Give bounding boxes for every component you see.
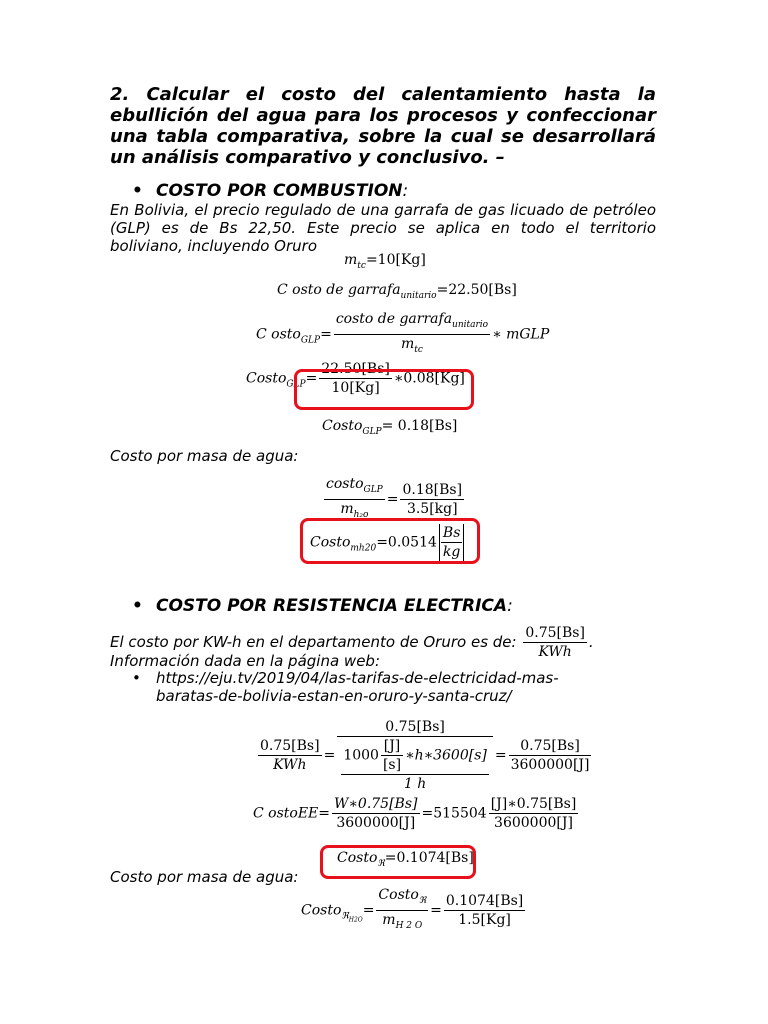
eq-denominator: [s] [382, 757, 402, 773]
eq-tail: ∗ mGLP [492, 326, 550, 343]
eq-symbol: C osto [256, 326, 301, 343]
eq-numerator: Bs [442, 525, 461, 541]
eq-fraction [509, 737, 592, 774]
question-heading: 2. Calcular el costo del calentamiento hasta la ebullición del agua para los procesos y confeccionar una tabla comparativa, sobre la cual se desarrollará un análisis comparativo y conclusivo. – [110, 84, 656, 168]
eq-denominator: 1 h [341, 774, 489, 793]
eq-denominator: m [340, 501, 354, 517]
eq-denominator: 3600000[J] [494, 815, 573, 831]
eq-factor: ∗h∗3600[s] [405, 747, 487, 764]
info-label: Información dada en la página web: [110, 652, 380, 670]
eq-fraction [444, 892, 525, 929]
eq-subscript: GLP [300, 335, 321, 346]
eq-tail: ∗0.08[Kg] [393, 370, 465, 387]
eq-numerator: Costo [378, 887, 419, 903]
link-line-1[interactable]: https://eju.tv/2019/04/las-tarifas-de-electricidad-mas- [156, 669, 559, 687]
equation-costo-glp: C osto$_{GLP}$= $\frac{costo de garrafa_{unitario}}{m_{tc}}$ ∗ mGLP [256, 310, 549, 359]
eq-numerator: 0.75[Bs] [337, 718, 493, 737]
highlight-box-glp [294, 369, 474, 410]
eq-fraction [324, 475, 385, 524]
eq-symbol: C ostoEE [253, 805, 319, 822]
eq-denominator: 1.5[Kg] [458, 912, 511, 928]
eq-numerator: W∗0.75[Bs] [334, 796, 418, 812]
eq-subscript: tc [357, 261, 366, 271]
eq-denominator: KWh [273, 757, 307, 773]
eq-numerator: costo [326, 476, 364, 492]
equation-costo-ee: C ostoEE= $\frac{W∗0.75[Bs]}{3600000[J]}$ =515504 $\frac{[J]∗0.75[Bs]}{3600000[J]}$ [253, 796, 577, 831]
equation-costo-result [322, 418, 457, 437]
masa-label-2: Costo por masa de agua: [110, 868, 299, 886]
eq-subscript: unitario [400, 291, 437, 301]
eq-symbol: C osto de garrafa [277, 282, 401, 298]
eq-denominator: 3.5[kg] [406, 501, 458, 517]
eq-thousand: 1000 [343, 747, 379, 764]
equation-mtc [344, 252, 426, 271]
eq-numerator: 0.1074[Bs] [445, 893, 524, 909]
equation-kwh-conversion: $\frac{0.75[Bs]}{\text{KWh}}$ = 0.75[Bs] 1000 $\frac{[J]}{[s]}$ ∗h∗3600[s] 1 h = $\frac{0.75[Bs]}{3600000[J]}$ [260, 719, 590, 792]
eq-value: =515504 [421, 805, 487, 822]
eq-subscript: h₂o [353, 510, 369, 520]
eq-subscript: tc [414, 345, 423, 355]
eq-numerator: 0.75[Bs] [525, 625, 585, 641]
bullet-icon: • [132, 181, 143, 201]
eq-value: =0.0514 [376, 534, 437, 551]
eq-fraction [400, 481, 464, 518]
eq-numerator: 0.18[Bs] [402, 482, 463, 498]
highlight-box-mh20 [300, 518, 480, 564]
kwh-text: El costo por KW-h en el departamento de Oruro es de: [110, 633, 522, 651]
eq-fraction [258, 737, 322, 774]
eq-denominator: 3600000[J] [336, 815, 416, 831]
eq-symbol: Costo [337, 850, 378, 866]
bullet-icon: • [132, 596, 143, 616]
eq-numerator: 0.75[Bs] [260, 738, 320, 754]
eq-symbol: Costo [310, 534, 351, 551]
eq-denominator: m [382, 912, 396, 928]
eq-value: =22.50[Bs] [436, 282, 517, 298]
eq-numerator: costo de garrafa [335, 311, 453, 327]
eq-subscript: H 2 O [395, 921, 423, 931]
colon: : [402, 181, 409, 201]
eq-denominator: 10[Kg] [331, 380, 380, 396]
eq-subscript: ℜ [341, 911, 349, 922]
eq-denominator: KWh [538, 644, 572, 660]
colon: : [507, 596, 513, 616]
link-line-2[interactable]: baratas-de-bolivia-estan-en-oruro-y-santa-cruz/ [156, 687, 512, 705]
eq-fraction [334, 310, 490, 359]
eq-denominator: 3600000[J] [510, 757, 590, 773]
eq-fraction [489, 795, 579, 832]
eq-value: =0.1074[Bs] [384, 850, 474, 866]
eq-fraction [376, 886, 428, 935]
eq-inner-fraction [341, 737, 489, 793]
eq-subscript: GLP [286, 379, 306, 390]
eq-js-fraction [381, 737, 403, 774]
eq-denominator: m [400, 336, 415, 352]
highlight-box-resistencia [320, 845, 476, 879]
eq-symbol: m [344, 252, 358, 268]
equation-costo-garrafa [277, 282, 517, 301]
eq-numerator: 0.75[Bs] [509, 737, 592, 756]
eq-subscript: unitario [452, 320, 489, 330]
kwh-fraction [523, 624, 587, 661]
bullet-icon: • [132, 669, 141, 687]
eq-subscript: ℜ [377, 859, 385, 869]
eq-symbol: Costo [246, 370, 287, 387]
equation-costo-calc: Costo$_{GLP}$= $\frac{22.50[Bs]}{10[Kg]}$ ∗0.08[Kg] [246, 361, 465, 396]
eq-subscript: mh20 [350, 543, 377, 554]
section-title: COSTO POR RESISTENCIA ELECTRICA [156, 596, 508, 616]
eq-fraction-complex [337, 718, 493, 793]
eq-value: =10[Kg] [365, 252, 426, 268]
eq-numerator: 22.50[Bs] [321, 361, 390, 377]
kwh-end: . [588, 633, 594, 651]
eq-symbol: Costo [322, 418, 363, 434]
eq-fraction [332, 795, 419, 832]
eq-subscript: GLP [362, 427, 382, 437]
eq-numerator: [J] [381, 737, 403, 756]
eq-denominator: kg [442, 544, 461, 560]
masa-label-1: Costo por masa de agua: [110, 447, 299, 465]
eq-subscript: ℜ [418, 896, 427, 906]
eq-subscript: GLP [363, 485, 383, 495]
section-title: COSTO POR COMBUSTION [156, 181, 403, 201]
eq-numerator: [J]∗0.75[Bs] [490, 796, 577, 812]
glp-paragraph: En Bolivia, el precio regulado de una garrafa de gas licuado de petróleo (GLP) es de Bs 22,50. Este precio se aplica en todo el territorio boliviano, incluyendo Oruro [110, 201, 656, 255]
equation-masa: $\frac{costo_{GLP}}{m_{h_2o}}$ = $\frac{0.18[Bs]}{3.5[kg]}$ [322, 475, 466, 524]
eq-subsubscript: H2O [348, 916, 363, 924]
equation-costo-rh2o: Costo$_{ℜH2O}$= $\frac{Costo_ℜ}{m_{H 2 O}}$ = $\frac{0.1074[Bs]}{1.5[Kg]}$ [301, 886, 527, 935]
eq-symbol: Costo [301, 902, 342, 919]
eq-value: = 0.18[Bs] [381, 418, 458, 434]
